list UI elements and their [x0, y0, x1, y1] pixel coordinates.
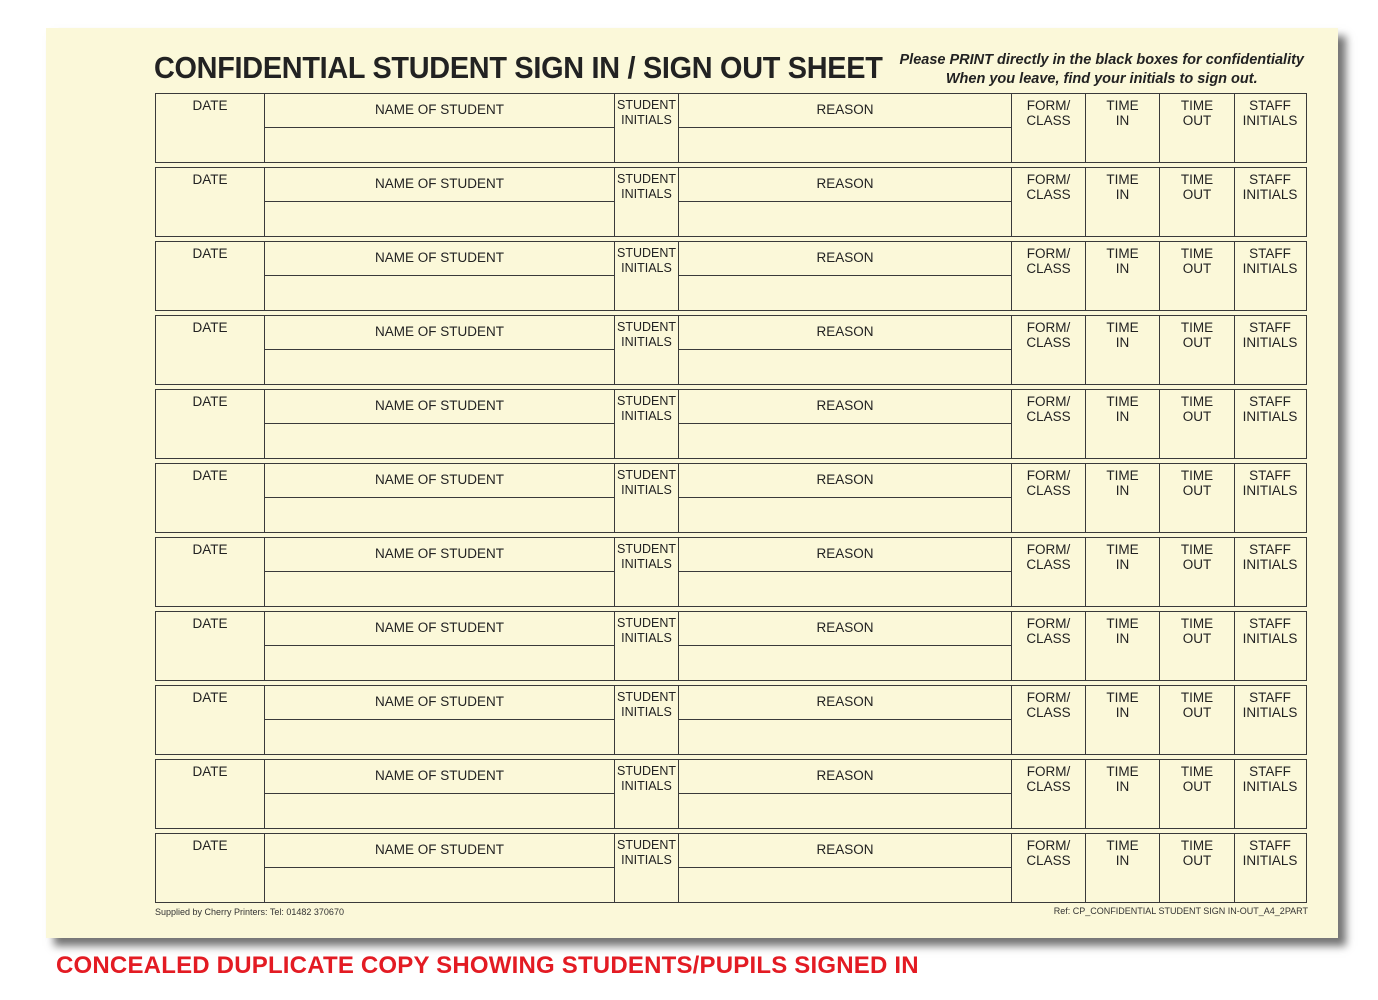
entry-row: [155, 315, 1307, 385]
form-class-box[interactable]: [1012, 316, 1086, 384]
student-name-box[interactable]: [265, 686, 615, 754]
date-label: DATE: [192, 764, 228, 779]
staff-initials-box[interactable]: [1235, 94, 1305, 162]
staff-initials-box[interactable]: [1235, 538, 1305, 606]
entry-row: [155, 167, 1307, 237]
staff-initials-label: STAFF INITIALS: [1242, 172, 1298, 202]
time-in-box[interactable]: [1086, 464, 1160, 532]
time-out-label: TIME OUT: [1180, 98, 1214, 128]
time-out-label: TIME OUT: [1180, 838, 1214, 868]
date-box[interactable]: [156, 94, 265, 162]
staff-initials-box[interactable]: [1235, 168, 1305, 236]
time-out-label: TIME OUT: [1180, 690, 1214, 720]
entry-row: [155, 833, 1307, 903]
time-in-box[interactable]: [1086, 390, 1160, 458]
time-out-label: TIME OUT: [1180, 246, 1214, 276]
entry-row: [155, 389, 1307, 459]
date-label: DATE: [192, 838, 228, 853]
student-initials-box[interactable]: [615, 94, 679, 162]
staff-initials-box[interactable]: [1235, 464, 1305, 532]
staff-initials-box[interactable]: [1235, 316, 1305, 384]
student-name-box[interactable]: [265, 242, 615, 310]
time-out-label: TIME OUT: [1180, 394, 1214, 424]
reason-label: REASON: [816, 620, 874, 635]
student-initials-box[interactable]: [615, 612, 679, 680]
form-class-box[interactable]: [1012, 538, 1086, 606]
student-name-box[interactable]: [265, 612, 615, 680]
student-name-box[interactable]: [265, 834, 615, 902]
time-in-label: TIME IN: [1106, 320, 1139, 350]
reason-label: REASON: [816, 472, 874, 487]
entry-row: [155, 463, 1307, 533]
form-class-box[interactable]: [1012, 834, 1086, 902]
entry-row: [155, 93, 1307, 163]
staff-initials-label: STAFF INITIALS: [1242, 764, 1298, 794]
time-out-box[interactable]: [1160, 464, 1235, 532]
time-in-box[interactable]: [1086, 94, 1160, 162]
staff-initials-label: STAFF INITIALS: [1242, 542, 1298, 572]
reason-label: REASON: [816, 398, 874, 413]
time-in-label: TIME IN: [1106, 246, 1139, 276]
student-name-box[interactable]: [265, 464, 615, 532]
form-class-box[interactable]: [1012, 686, 1086, 754]
student-initials-box[interactable]: [615, 316, 679, 384]
entry-row: [155, 241, 1307, 311]
time-in-box[interactable]: [1086, 316, 1160, 384]
date-box[interactable]: [156, 612, 265, 680]
date-label: DATE: [192, 690, 228, 705]
student-initials-label: STUDENT INITIALS: [616, 690, 677, 719]
time-in-label: TIME IN: [1106, 172, 1139, 202]
entry-row: [155, 611, 1307, 681]
form-class-box[interactable]: [1012, 612, 1086, 680]
reason-box[interactable]: [679, 316, 1012, 384]
entry-row: [155, 685, 1307, 755]
reason-box[interactable]: [679, 760, 1012, 828]
form-class-box[interactable]: [1012, 94, 1086, 162]
student-name-box[interactable]: [265, 168, 615, 236]
time-out-box[interactable]: [1160, 686, 1235, 754]
time-out-box[interactable]: [1160, 390, 1235, 458]
time-in-box[interactable]: [1086, 834, 1160, 902]
student-name-box[interactable]: [265, 316, 615, 384]
student-name-label: NAME OF STUDENT: [374, 694, 504, 709]
form-class-label: FORM/ CLASS: [1026, 246, 1071, 276]
form-class-label: FORM/ CLASS: [1026, 764, 1071, 794]
time-out-box[interactable]: [1160, 834, 1235, 902]
reason-label: REASON: [816, 694, 874, 709]
time-out-label: TIME OUT: [1180, 468, 1214, 498]
date-label: DATE: [192, 246, 228, 261]
reason-box[interactable]: [679, 538, 1012, 606]
student-initials-label: STUDENT INITIALS: [616, 542, 677, 571]
staff-initials-label: STAFF INITIALS: [1242, 246, 1298, 276]
staff-initials-label: STAFF INITIALS: [1242, 98, 1298, 128]
student-initials-label: STUDENT INITIALS: [616, 172, 677, 201]
instructions: [900, 51, 1305, 89]
form-class-box[interactable]: [1012, 464, 1086, 532]
time-out-box[interactable]: [1160, 94, 1235, 162]
staff-initials-box[interactable]: [1235, 760, 1305, 828]
student-name-label: NAME OF STUDENT: [374, 472, 504, 487]
reason-box[interactable]: [679, 612, 1012, 680]
staff-initials-label: STAFF INITIALS: [1242, 394, 1298, 424]
student-initials-label: STUDENT INITIALS: [616, 98, 677, 127]
reason-label: REASON: [816, 176, 874, 191]
time-out-label: TIME OUT: [1180, 764, 1214, 794]
reason-box[interactable]: [679, 390, 1012, 458]
time-out-box[interactable]: [1160, 242, 1235, 310]
entry-row: [155, 537, 1307, 607]
date-label: DATE: [192, 320, 228, 335]
form-class-box[interactable]: [1012, 242, 1086, 310]
sheet-title: CONFIDENTIAL STUDENT SIGN IN / SIGN OUT SHEET: [154, 50, 883, 85]
staff-initials-label: STAFF INITIALS: [1242, 838, 1298, 868]
date-box[interactable]: [156, 316, 265, 384]
instruction-line-1: Please PRINT directly in the black boxes for confidentiality: [899, 52, 1304, 68]
staff-initials-label: STAFF INITIALS: [1242, 468, 1298, 498]
date-box[interactable]: [156, 760, 265, 828]
entry-rows: [155, 93, 1307, 907]
time-in-box[interactable]: [1086, 168, 1160, 236]
student-initials-box[interactable]: [615, 834, 679, 902]
date-label: DATE: [192, 98, 228, 113]
date-label: DATE: [192, 616, 228, 631]
staff-initials-label: STAFF INITIALS: [1242, 616, 1298, 646]
form-class-label: FORM/ CLASS: [1026, 542, 1071, 572]
date-box[interactable]: [156, 834, 265, 902]
form-class-label: FORM/ CLASS: [1026, 172, 1071, 202]
student-initials-box[interactable]: [615, 760, 679, 828]
form-class-label: FORM/ CLASS: [1026, 320, 1071, 350]
student-name-label: NAME OF STUDENT: [374, 102, 504, 117]
date-label: DATE: [192, 542, 228, 557]
student-initials-box[interactable]: [615, 538, 679, 606]
student-name-label: NAME OF STUDENT: [374, 176, 504, 191]
date-box[interactable]: [156, 242, 265, 310]
student-name-label: NAME OF STUDENT: [374, 546, 504, 561]
time-in-label: TIME IN: [1106, 394, 1139, 424]
entry-row: [155, 759, 1307, 829]
form-class-label: FORM/ CLASS: [1026, 394, 1071, 424]
student-name-label: NAME OF STUDENT: [374, 250, 504, 265]
student-initials-label: STUDENT INITIALS: [616, 394, 677, 423]
form-class-label: FORM/ CLASS: [1026, 690, 1071, 720]
instruction-line-2: When you leave, find your initials to sign out.: [945, 71, 1258, 87]
time-in-label: TIME IN: [1106, 764, 1139, 794]
duplicate-copy-caption: CONCEALED DUPLICATE COPY SHOWING STUDENTS/PUPILS SIGNED IN: [56, 952, 919, 979]
time-in-label: TIME IN: [1106, 542, 1139, 572]
time-out-box[interactable]: [1160, 168, 1235, 236]
student-name-label: NAME OF STUDENT: [374, 842, 504, 857]
student-initials-box[interactable]: [615, 168, 679, 236]
time-out-box[interactable]: [1160, 612, 1235, 680]
date-label: DATE: [192, 172, 228, 187]
form-class-label: FORM/ CLASS: [1026, 616, 1071, 646]
time-out-box[interactable]: [1160, 316, 1235, 384]
form-class-box[interactable]: [1012, 390, 1086, 458]
form-class-box[interactable]: [1012, 168, 1086, 236]
student-initials-box[interactable]: [615, 464, 679, 532]
date-label: DATE: [192, 468, 228, 483]
reason-box[interactable]: [679, 686, 1012, 754]
student-initials-label: STUDENT INITIALS: [616, 838, 677, 867]
student-name-label: NAME OF STUDENT: [374, 620, 504, 635]
date-box[interactable]: [156, 538, 265, 606]
time-in-label: TIME IN: [1106, 468, 1139, 498]
reason-label: REASON: [816, 546, 874, 561]
student-name-box[interactable]: [265, 538, 615, 606]
time-in-box[interactable]: [1086, 242, 1160, 310]
reason-label: REASON: [816, 250, 874, 265]
date-box[interactable]: [156, 390, 265, 458]
student-name-label: NAME OF STUDENT: [374, 768, 504, 783]
reason-box[interactable]: [679, 94, 1012, 162]
student-initials-box[interactable]: [615, 242, 679, 310]
staff-initials-box[interactable]: [1235, 686, 1305, 754]
date-label: DATE: [192, 394, 228, 409]
reason-label: REASON: [816, 768, 874, 783]
student-name-label: NAME OF STUDENT: [374, 324, 504, 339]
reason-box[interactable]: [679, 168, 1012, 236]
student-initials-label: STUDENT INITIALS: [616, 468, 677, 497]
reason-label: REASON: [816, 842, 874, 857]
student-initials-label: STUDENT INITIALS: [616, 616, 677, 645]
reference-note: Ref: CP_CONFIDENTIAL STUDENT SIGN IN-OUT_A4_2PART: [1053, 906, 1308, 916]
student-name-label: NAME OF STUDENT: [374, 398, 504, 413]
staff-initials-box[interactable]: [1235, 834, 1305, 902]
time-in-label: TIME IN: [1106, 838, 1139, 868]
time-in-box[interactable]: [1086, 538, 1160, 606]
student-initials-label: STUDENT INITIALS: [616, 764, 677, 793]
time-in-box[interactable]: [1086, 612, 1160, 680]
time-in-label: TIME IN: [1106, 616, 1139, 646]
supplier-note: Supplied by Cherry Printers: Tel: 01482 370670: [155, 907, 344, 917]
time-out-box[interactable]: [1160, 760, 1235, 828]
form-class-box[interactable]: [1012, 760, 1086, 828]
student-initials-box[interactable]: [615, 686, 679, 754]
reason-label: REASON: [816, 102, 874, 117]
sign-in-sheet: [46, 28, 1338, 938]
time-out-label: TIME OUT: [1180, 542, 1214, 572]
student-initials-box[interactable]: [615, 390, 679, 458]
reason-box[interactable]: [679, 834, 1012, 902]
form-class-label: FORM/ CLASS: [1026, 838, 1071, 868]
staff-initials-box[interactable]: [1235, 390, 1305, 458]
form-class-label: FORM/ CLASS: [1026, 468, 1071, 498]
date-box[interactable]: [156, 686, 265, 754]
reason-box[interactable]: [679, 242, 1012, 310]
student-name-box[interactable]: [265, 760, 615, 828]
date-box[interactable]: [156, 168, 265, 236]
student-name-box[interactable]: [265, 390, 615, 458]
reason-label: REASON: [816, 324, 874, 339]
staff-initials-box[interactable]: [1235, 612, 1305, 680]
time-in-label: TIME IN: [1106, 690, 1139, 720]
time-out-label: TIME OUT: [1180, 616, 1214, 646]
staff-initials-box[interactable]: [1235, 242, 1305, 310]
reason-box[interactable]: [679, 464, 1012, 532]
date-box[interactable]: [156, 464, 265, 532]
form-class-label: FORM/ CLASS: [1026, 98, 1071, 128]
time-in-label: TIME IN: [1106, 98, 1139, 128]
time-out-box[interactable]: [1160, 538, 1235, 606]
time-in-box[interactable]: [1086, 760, 1160, 828]
staff-initials-label: STAFF INITIALS: [1242, 690, 1298, 720]
staff-initials-label: STAFF INITIALS: [1242, 320, 1298, 350]
student-initials-label: STUDENT INITIALS: [616, 320, 677, 349]
student-name-box[interactable]: [265, 94, 615, 162]
student-initials-label: STUDENT INITIALS: [616, 246, 677, 275]
time-out-label: TIME OUT: [1180, 320, 1214, 350]
time-in-box[interactable]: [1086, 686, 1160, 754]
time-out-label: TIME OUT: [1180, 172, 1214, 202]
